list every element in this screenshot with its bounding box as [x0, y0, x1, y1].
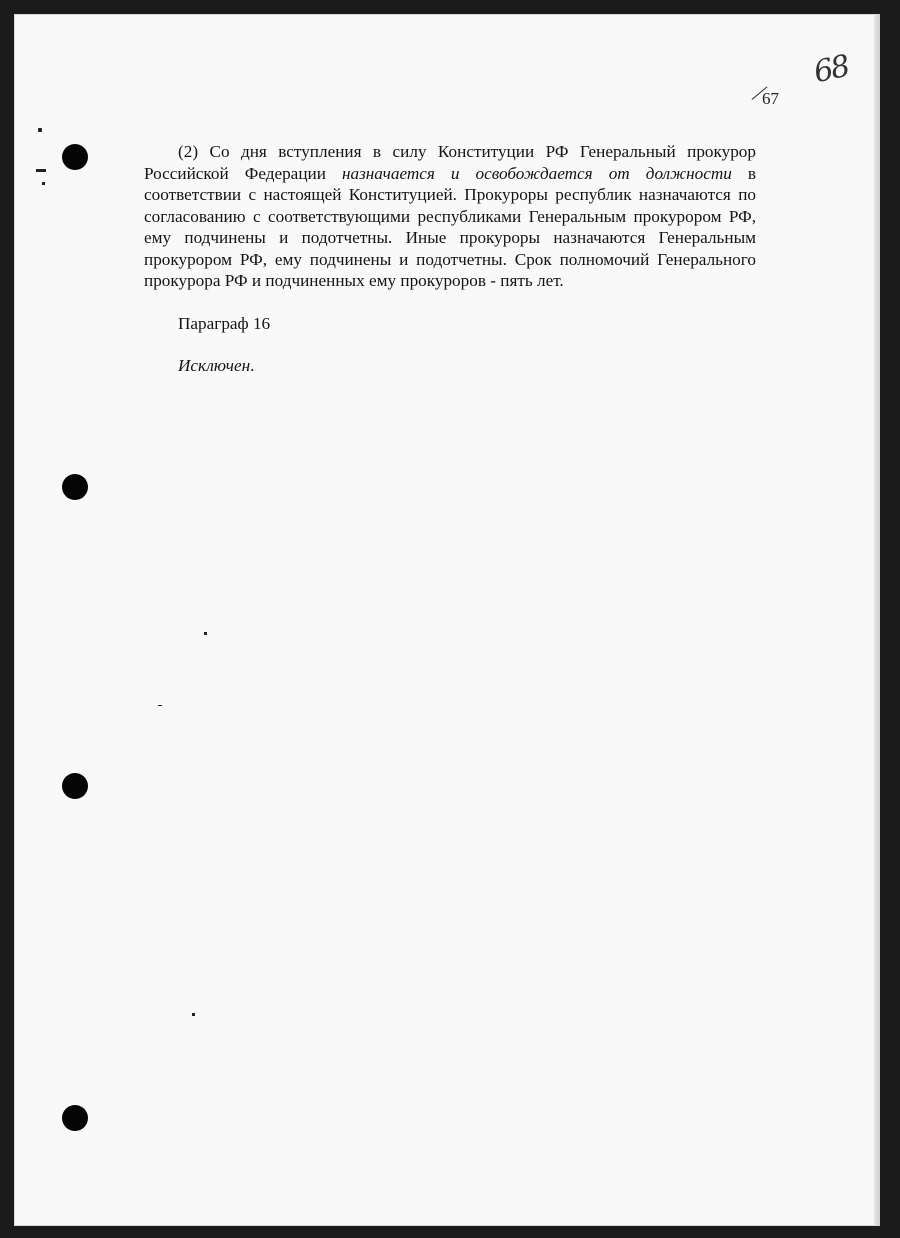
paragraph-text-part2: в соответствии с настоящей Конституцией. Прокуроры республик назначаются по согласованию с соответствующими республиками Генеральным прокурором РФ, ему подчинены и подотчетны. Иные прокуроры назначаются Генеральным прокурором РФ, ему подчинены и подотчетны. Срок полномочий Генерального прокурора РФ и подчиненных ему прокуроров - пять лет. [144, 163, 756, 290]
scan-speck [192, 1013, 195, 1016]
punch-hole-2 [62, 474, 88, 500]
paragraph-2 [144, 141, 756, 292]
scan-speck [38, 128, 42, 132]
scan-speck [36, 169, 46, 172]
document-page [14, 14, 880, 1226]
scan-speck [42, 182, 45, 185]
paragraph-text-italic: назначается и освобождается от должности [341, 163, 732, 183]
excluded-period: . [250, 356, 255, 375]
section-heading: Параграф 16 [178, 313, 271, 333]
paragraph-text-part1: (2) Со дня вступления в силу Конституции РФ Генеральный прокурор Российской Федерации [144, 142, 756, 183]
excluded-text: Исключен [178, 356, 251, 375]
page-number [762, 89, 779, 109]
page-number-text: 67 [762, 89, 779, 108]
scan-speck [204, 632, 207, 635]
punch-hole-3 [62, 773, 88, 799]
punch-hole-4 [62, 1105, 88, 1131]
punch-hole-1 [62, 144, 88, 170]
scan-speck [158, 705, 162, 706]
handwritten-page-number: 68 [810, 48, 852, 91]
document-body [144, 141, 756, 377]
excluded-note [144, 355, 756, 377]
